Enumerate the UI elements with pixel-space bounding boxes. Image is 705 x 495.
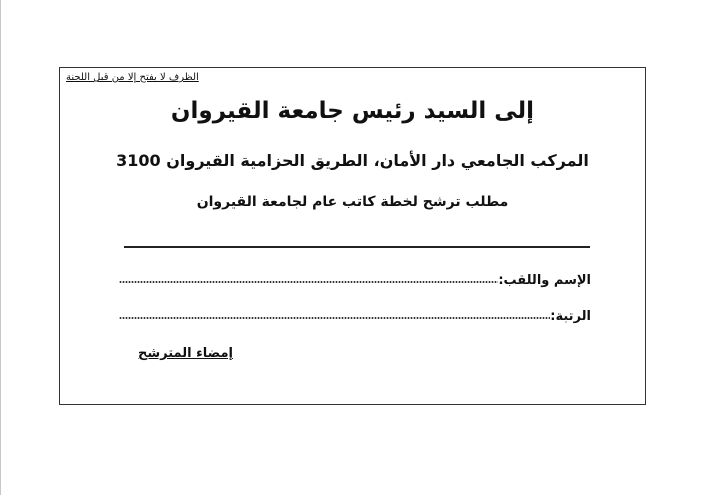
name-field-row xyxy=(119,268,591,288)
rank-field-row xyxy=(119,304,591,324)
name-field-label: الإسم واللقب: xyxy=(498,273,591,288)
recipient-address: المركب الجامعي دار الأمان، الطريق الحزامية القيروان 3100 xyxy=(116,151,589,170)
rank-field-dots xyxy=(119,316,550,320)
envelope-form xyxy=(59,67,646,405)
rank-field-label: الرتبة: xyxy=(550,309,591,324)
candidate-signature-label: إمضاء المترشح xyxy=(138,346,233,361)
separator-line xyxy=(124,246,590,248)
name-field-dots xyxy=(119,280,498,284)
committee-note: الظرف لا يفتح إلا من قبل اللجنة xyxy=(66,72,199,83)
recipient-title: إلى السيد رئيس جامعة القيروان xyxy=(170,98,535,124)
application-subject: مطلب ترشح لخطة كاتب عام لجامعة القيروان xyxy=(196,194,509,210)
page-edge xyxy=(0,0,1,495)
